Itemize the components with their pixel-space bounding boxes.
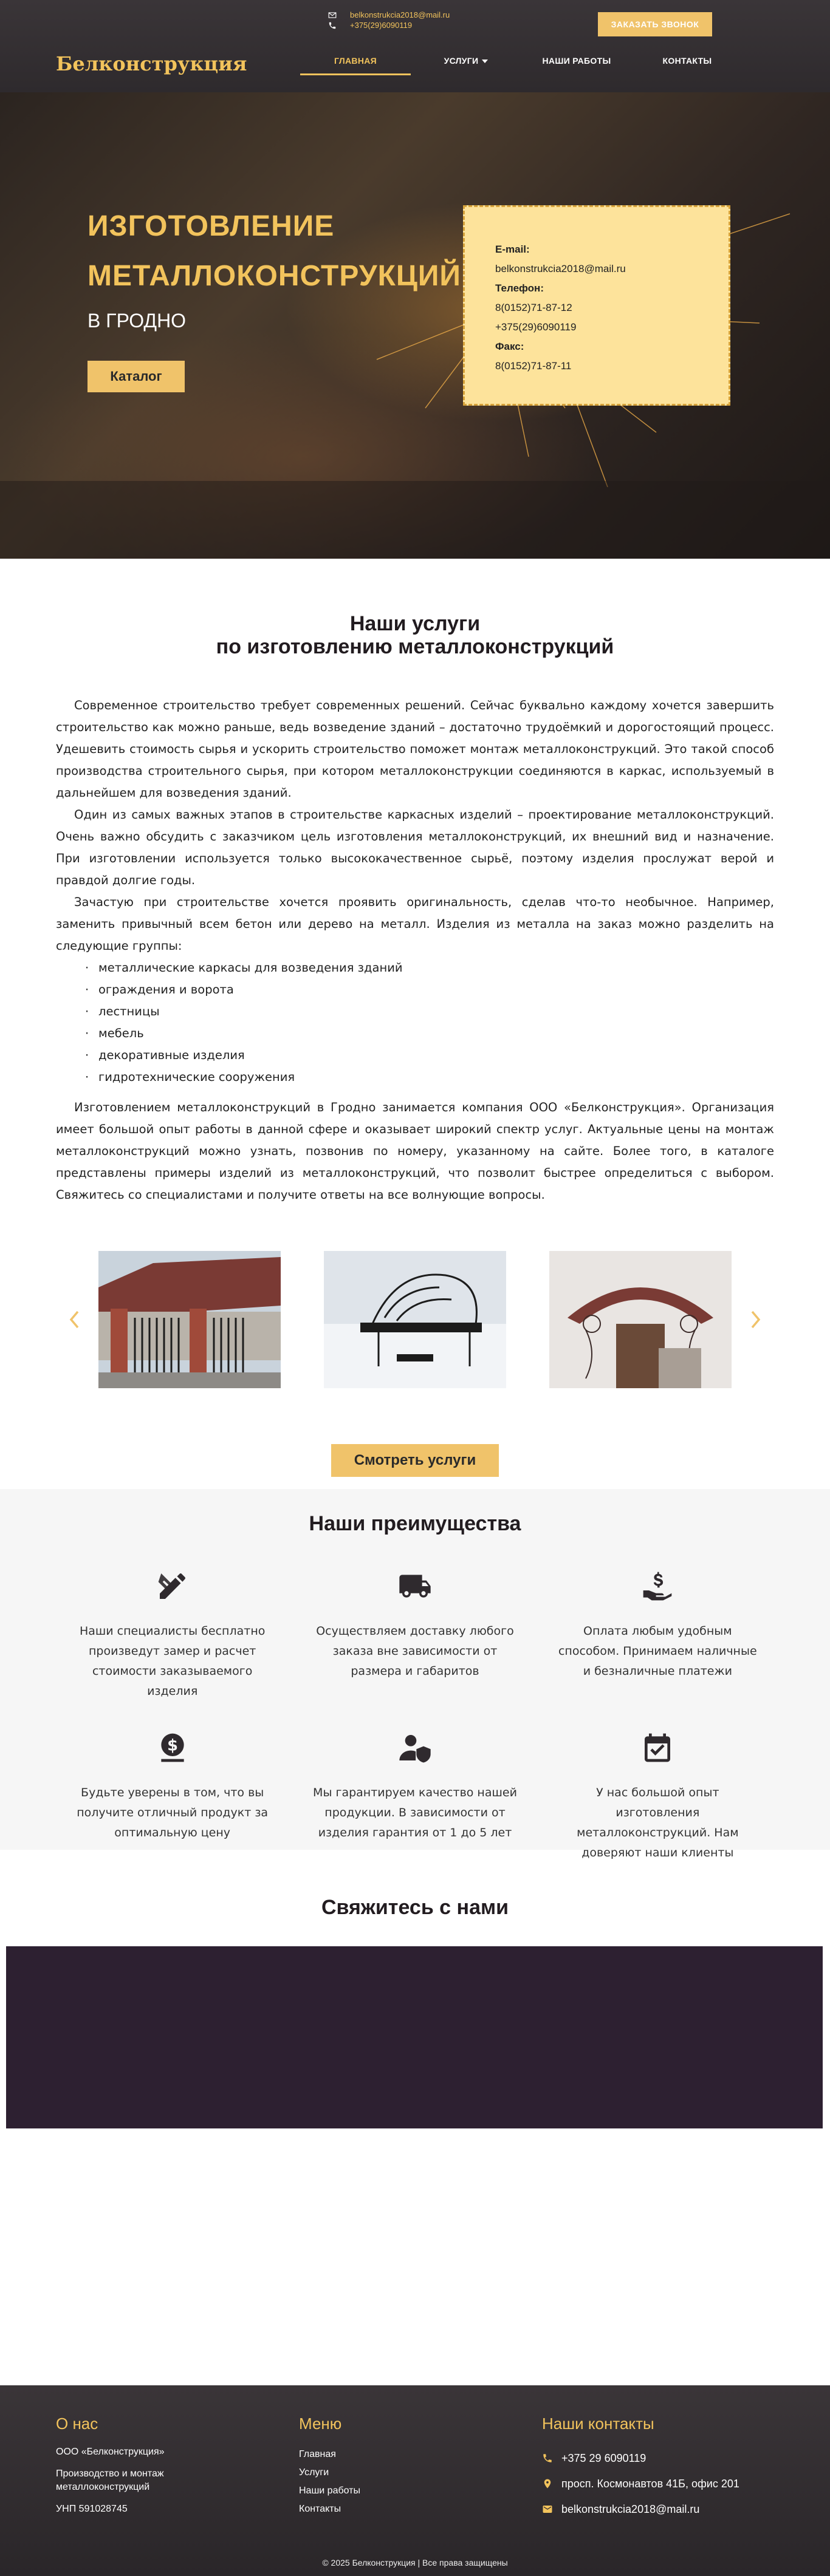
footer-contacts: [542, 2414, 739, 2522]
canopy-photo: [549, 1251, 732, 1388]
fence-photo: [98, 1251, 281, 1388]
chevron-left-icon: [67, 1308, 81, 1331]
services-title: [0, 612, 830, 658]
advantages-grid: [51, 1569, 779, 1863]
advantage-text: У нас большой опыт изготовления металлоконструкций. Нам доверяют наши клиенты: [577, 1786, 739, 1859]
list-item: · мебель: [85, 1023, 774, 1044]
product-groups-list: [56, 957, 774, 1088]
list-item: · ограждения и ворота: [85, 979, 774, 1001]
footer-about: [56, 2414, 244, 2524]
footer-menu: [299, 2414, 360, 2518]
svg-text:$: $: [166, 1736, 178, 1755]
list-item: · лестницы: [85, 1001, 774, 1023]
hero-title-line: МЕТАЛЛОКОНСТРУКЦИЙ: [87, 260, 461, 292]
topbar-phone[interactable]: +375(29)6090119: [350, 21, 413, 30]
footer-menu-title: Меню: [299, 2414, 342, 2433]
footer-email-row[interactable]: [542, 2496, 739, 2522]
footer-link-services[interactable]: Услуги: [299, 2467, 329, 2478]
card-fax-label: Факс:: [495, 341, 524, 352]
list-item: · декоративные изделия: [85, 1044, 774, 1066]
nav-item-contacts[interactable]: [632, 56, 743, 72]
user-shield-icon: [398, 1731, 432, 1765]
advantage-item: [51, 1731, 293, 1863]
advantage-text: Осуществляем доставку любого заказа вне зависимости от размера и габаритов: [316, 1624, 514, 1678]
carousel-slide-canopy[interactable]: [549, 1251, 732, 1388]
carousel-slide-piano[interactable]: [324, 1251, 506, 1388]
carousel-next-button[interactable]: [749, 1308, 763, 1331]
ruler-pencil-icon: [156, 1569, 190, 1603]
carousel-prev-button[interactable]: [67, 1308, 81, 1331]
chevron-down-icon: [482, 60, 488, 63]
site-logo[interactable]: Белконструкция: [56, 52, 247, 75]
footer-unp: УНП 591028745: [56, 2504, 128, 2514]
footer-link-home[interactable]: Главная: [299, 2449, 336, 2459]
advantages-section: [0, 1489, 830, 1859]
phone-icon: [542, 2453, 553, 2464]
site-footer: [0, 2385, 830, 2576]
site-header: [0, 0, 830, 92]
paragraph: Зачастую при строительстве хочется проявить оригинальность, сделав что-то необычное. Например, заменить привычный всем бетон или дерево на металл. Изделия из металла на заказ можно разделить на следующие группы:: [56, 895, 774, 953]
advantage-text: Оплата любым удобным способом. Принимаем наличные и безналичные платежи: [558, 1624, 757, 1678]
nav-label: КОНТАКТЫ: [662, 56, 712, 66]
nav-label: УСЛУГИ: [444, 56, 479, 66]
card-phone-1[interactable]: 8(0152)71-87-12: [495, 302, 572, 313]
footer-email: belkonstrukcia2018@mail.ru: [561, 2503, 700, 2515]
view-services-button[interactable]: Смотреть услуги: [331, 1444, 499, 1477]
advantage-text: Мы гарантируем качество нашей продукции. В зависимости от изделия гарантия от 1 до 5 лет: [313, 1786, 517, 1839]
dollar-badge-icon: [156, 1731, 190, 1765]
location-pin-icon: [542, 2478, 553, 2489]
contact-section: [0, 1896, 830, 2128]
footer-company: ООО «Белконструкция»: [56, 2447, 165, 2457]
footer-about-title: О нас: [56, 2414, 98, 2433]
hand-dollar-icon: [640, 1569, 674, 1603]
advantage-item: [537, 1731, 779, 1863]
paragraph: Современное строительство требует современных решений. Сейчас буквально каждому хочется завершить строительство как можно раньше, ведь возведение зданий – достаточно трудоёмкий и дорогостоящий процесс. Удешевить стоимость сырья и ускорить строительство поможет монтаж металлоконструкций. Это такой способ производства строительного сырья, при котором металлоконструкции соединяются в каркас, используемый в дальнейшем для возведения зданий.: [56, 698, 774, 800]
nav-label: НАШИ РАБОТЫ: [542, 56, 611, 66]
advantage-text: Наши специалисты бесплатно произведут замер и расчет стоимости заказываемого изделия: [79, 1624, 266, 1698]
topbar-email[interactable]: belkonstrukcia2018@mail.ru: [350, 10, 450, 19]
nav-item-home[interactable]: [300, 56, 411, 72]
footer-contacts-title: Наши контакты: [542, 2414, 654, 2433]
hero-banner: [0, 92, 830, 559]
footer-address-row: [542, 2471, 739, 2496]
services-title-line: Наши услуги: [349, 612, 481, 635]
carousel-slide-fence[interactable]: [98, 1251, 281, 1388]
advantage-item: [293, 1731, 536, 1863]
hero-title: [87, 202, 461, 301]
nav-item-services[interactable]: [411, 56, 521, 72]
hero-subtitle: В ГРОДНО: [87, 310, 187, 332]
advantage-item: [293, 1569, 536, 1702]
truck-icon: [398, 1569, 432, 1603]
email-icon: [542, 2504, 553, 2515]
footer-link-works[interactable]: Наши работы: [299, 2486, 361, 2496]
services-title-line: по изготовлению металлоконструкций: [216, 635, 614, 658]
footer-phone: +375 29 6090119: [561, 2452, 647, 2464]
map-embed[interactable]: [6, 1946, 823, 2128]
copyright: © 2025 Белконструкция | Все права защищены: [322, 2558, 508, 2567]
paragraph: Изготовлением металлоконструкций в Гродно занимается компания ООО «Белконструкция». Организация имеет большой опыт работы в данной сфере и оказывает широкий спектр услуг. Актуальные цены на монтаж металлоконструкций можно узнать, позвонив по номеру, указанному на сайте. Более того, в каталоге представлены примеры изделий из металлоконструкций, что позволит быстрее определиться с выбором. Свяжитесь со специалистами и получите ответы на все волнующие вопросы.: [56, 1100, 774, 1202]
footer-address: просп. Космонавтов 41Б, офис 201: [561, 2478, 739, 2490]
main-nav: [300, 56, 743, 72]
metal-piano-photo: [324, 1251, 506, 1388]
nav-item-works[interactable]: [521, 56, 632, 72]
list-item: · металлические каркасы для возведения зданий: [85, 957, 774, 979]
chevron-right-icon: [749, 1308, 763, 1331]
advantage-text: Будьте уверены в том, что вы получите отличный продукт за оптимальную цену: [77, 1786, 269, 1839]
phone-icon: [328, 21, 337, 30]
list-item: · гидротехнические сооружения: [85, 1066, 774, 1088]
callback-button[interactable]: ЗАКАЗАТЬ ЗВОНОК: [598, 12, 712, 36]
email-icon: [328, 11, 337, 19]
hero-title-line: ИЗГОТОВЛЕНИЕ: [87, 210, 335, 242]
nav-label: ГЛАВНАЯ: [334, 56, 377, 66]
footer-link-contacts[interactable]: Контакты: [299, 2504, 341, 2514]
works-carousel: [56, 1251, 774, 1388]
calendar-check-icon: [640, 1731, 674, 1765]
advantage-item: [51, 1569, 293, 1702]
advantages-title: Наши преимущества: [309, 1512, 521, 1535]
card-phone-2[interactable]: +375(29)6090119: [495, 321, 577, 333]
services-section: [0, 612, 830, 1477]
contact-card: [463, 205, 730, 406]
card-email[interactable]: belkonstrukcia2018@mail.ru: [495, 263, 626, 274]
footer-description: Производство и монтаж металлоконструкций: [56, 2469, 164, 2492]
topbar-contacts: [328, 10, 450, 30]
card-phone-label: Телефон:: [495, 282, 544, 294]
catalog-button[interactable]: Каталог: [87, 361, 185, 392]
card-email-label: E-mail:: [495, 244, 530, 255]
card-fax: 8(0152)71-87-11: [495, 360, 572, 372]
services-text: [56, 695, 774, 1206]
footer-phone-row[interactable]: [542, 2445, 739, 2471]
advantage-item: [537, 1569, 779, 1702]
contact-title: Свяжитесь с нами: [321, 1896, 509, 1919]
paragraph: Один из самых важных этапов в строительстве каркасных изделий – проектирование металлоконструкций. Очень важно обсудить с заказчиком цель изготовления металлоконструкций, их внешний вид и назначение. При изготовлении используется только высококачественное сырьё, поэтому изделия прослужат верой и правдой долгие годы.: [56, 808, 774, 887]
